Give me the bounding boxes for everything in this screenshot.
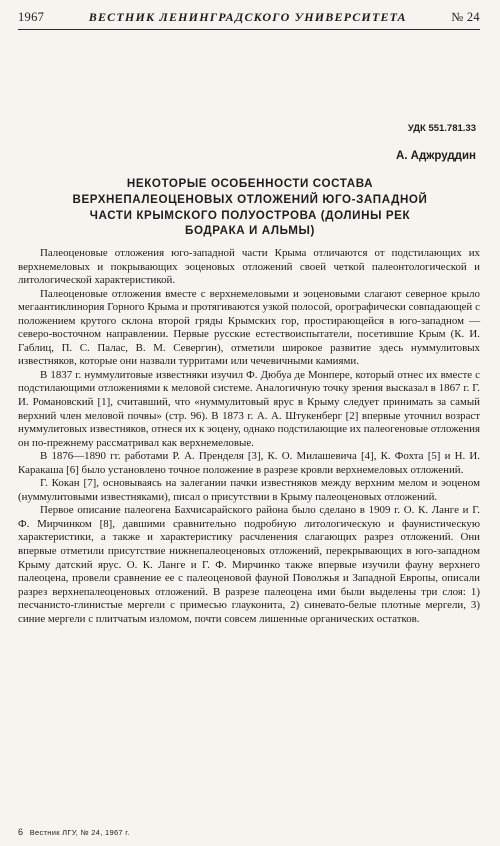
- udc-code: УДК 551.781.33: [407, 123, 476, 134]
- header-journal-title: ВЕСТНИК ЛЕНИНГРАДСКОГО УНИВЕРСИТЕТА: [88, 10, 407, 24]
- article-title: [30, 176, 470, 239]
- body-paragraph: В 1876—1890 гг. работами Р. А. Пренделя [3], К. О. Милашевича [4], К. Фохта [5] и Н. И. Каракаша [6] было установлено точное положение в разрезе кровли верхнемеловых отложений.: [18, 450, 480, 476]
- title-line: БОДРАКА И АЛЬМЫ): [185, 224, 315, 238]
- header-rule: [18, 29, 480, 30]
- title-line: НЕКОТОРЫЕ ОСОБЕННОСТИ СОСТАВА: [126, 177, 374, 190]
- body-paragraph: Первое описание палеогена Бахчисарайского района было сделано в 1909 г. О. К. Ланге и Г. Ф. Мирчинком [8], давшими сравнительно подробную литологическую и фаунистическую характеристики, а также и характеристику расчленения слагающих разрез отложений. Они впервые отметили присутствие нижнепалеоценовых отложений, перекрывающих в юго-западном Крыму датский ярус. О. К. Ланге и Г. Ф. Мирчинко также впервые изучили фауну верхнего палеоцена, провели сравнение ее с палеоценовой фауной Поволжья и Западной Европы, описали разрез верхнепалеоценовых отложений. В разрезе палеоцена ими были выделены три слоя: 1) песчанисто-глинистые мергели с примесью глауконита, 2) синевато-белые плотные мергели, 3) синие мергели с плитчатым изломом, почти совсем лишенные органических остатков.: [18, 504, 480, 625]
- running-header: [18, 10, 480, 25]
- body-paragraph: Палеоценовые отложения юго-западной части Крыма отличаются от подстилающих их верхнемеловых и покрывающих эоценовых отложений своей четкой палеонтологической и литологической характеристикой.: [18, 247, 480, 287]
- page-footer: [18, 827, 130, 837]
- title-line: ВЕРХНЕПАЛЕОЦЕНОВЫХ ОТЛОЖЕНИЙ ЮГО-ЗАПАДНОЙ: [72, 192, 428, 206]
- footer-journal-citation: Вестник ЛГУ, № 24, 1967 г.: [29, 828, 130, 837]
- body-paragraph: В 1837 г. нуммулитовые известняки изучил Ф. Дюбуа де Монпере, который отнес их вместе с подстилающими отложениями к меловой системе. Аналогичную точку зрения высказал в 1867 г. Г. И. Романовский [1], считавший, что «нуммулитовый ярус в Крыму следует принимать за самый верхний член меловой почвы» (стр. 96). В 1873 г. А. А. Штукенберг [2] впервые уточнил возраст нуммулитовых известняков, отнеся их к эоцену, однако подстилающие их палеогеновые отложения он по-прежнему рассматривал как верхнемеловые.: [18, 368, 480, 449]
- article-body: [18, 247, 480, 626]
- body-paragraph: Г. Кокан [7], основываясь на залегании пачки известняков между верхним мелом и эоценом (нуммулитовыми известняками), писал о присутствии в Крыму палеоценовых отложений.: [18, 477, 480, 503]
- body-paragraph: Палеоценовые отложения вместе с верхнемеловыми и эоценовыми слагают северное крыло мегаантиклинория Горного Крыма и протягиваются узкой полосой, орографически совпадающей с положением крутого склона второй гряды Крымских гор, простирающейся в юго-западном — северо-восточном направлении. Первые русские естествоиспытатели, посетившие Крым (К. И. Габлиц, П. С. Палас, В. М. Севергин), отметили широкое развитие здесь нуммулитовых известняков, которые они назвали турритами или чечевичными камиями.: [18, 287, 480, 368]
- header-issue-number: № 24: [451, 10, 480, 24]
- title-line: ЧАСТИ КРЫМСКОГО ПОЛУОСТРОВА (ДОЛИНЫ РЕК: [89, 208, 411, 222]
- author-name: А. Аджруддин: [395, 150, 476, 162]
- header-year: 1967: [18, 10, 45, 24]
- footer-sheet-number: 6: [18, 827, 24, 837]
